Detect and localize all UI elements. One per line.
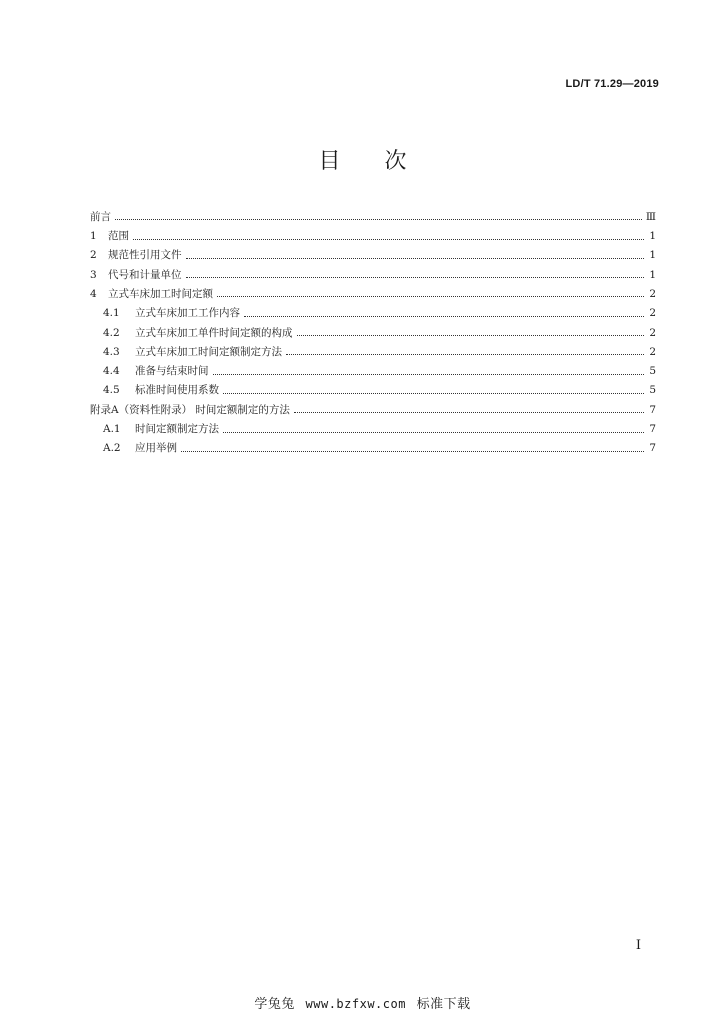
toc-leader-dots	[181, 451, 644, 452]
toc-entry-appendix-a[interactable]	[90, 396, 656, 415]
toc-entry-4-3[interactable]	[90, 338, 656, 357]
toc-entry-time-quota[interactable]	[90, 280, 656, 299]
toc-entry-text: 应用举例	[135, 442, 177, 455]
toc-entry-a-1[interactable]	[90, 415, 656, 434]
toc-leader-dots	[133, 239, 644, 240]
toc-entry-number: 2	[90, 249, 97, 262]
toc-entry-page: 2	[649, 287, 656, 300]
toc-entry-number: 1	[90, 230, 97, 243]
toc-entry-page: 1	[649, 230, 656, 243]
toc-entry-foreword[interactable]	[90, 203, 656, 222]
toc-entry-text: 立式车床加工单件时间定额的构成	[135, 326, 293, 339]
toc-entry-page: 1	[649, 268, 656, 281]
toc-entry-text: 规范性引用文件	[108, 249, 182, 262]
toc-entry-number: 4.2	[103, 326, 120, 339]
toc-leader-dots	[294, 412, 644, 413]
toc-entry-text: 标准时间使用系数	[135, 384, 219, 397]
toc-leader-dots	[213, 374, 645, 375]
toc-entry-text: 立式车床加工时间定额制定方法	[135, 345, 282, 358]
toc-entry-page: 2	[649, 326, 656, 339]
toc-entry-page: 7	[649, 442, 656, 455]
page-number: I	[635, 938, 641, 953]
toc-leader-dots	[186, 258, 645, 259]
footer-watermark	[0, 993, 725, 1012]
toc-entry-text: 准备与结束时间	[135, 365, 209, 378]
toc-entry-page: 7	[649, 423, 656, 436]
toc-entry-page: Ⅲ	[645, 210, 656, 223]
toc-entry-number: 3	[90, 268, 97, 281]
toc-entry-number: 4.3	[103, 345, 120, 358]
toc-entry-scope[interactable]	[90, 222, 656, 241]
toc-entry-page: 2	[649, 307, 656, 320]
toc-entry-4-4[interactable]	[90, 357, 656, 376]
toc-entry-text: 范围	[108, 230, 129, 243]
toc-leader-dots	[186, 277, 645, 278]
toc-entry-page: 5	[649, 365, 656, 378]
toc-leader-dots	[217, 296, 644, 297]
toc-entry-codes-units[interactable]	[90, 261, 656, 280]
toc-entry-text: 附录A（资料性附录） 时间定额制定的方法	[90, 403, 290, 416]
toc-entry-normative-references[interactable]	[90, 242, 656, 261]
toc-leader-dots	[223, 432, 644, 433]
toc-leader-dots	[244, 316, 644, 317]
toc-entry-number: 4.4	[103, 365, 120, 378]
toc-entry-text: 前言	[90, 210, 111, 223]
toc-entry-a-2[interactable]	[90, 435, 656, 454]
toc-entry-text: 代号和计量单位	[108, 268, 182, 281]
toc-entry-number: A.2	[103, 442, 121, 455]
toc-entry-text: 立式车床加工时间定额	[108, 287, 213, 300]
toc-entry-text: 时间定额制定方法	[135, 423, 219, 436]
toc-leader-dots	[115, 219, 642, 220]
footer-site-name: 学兔兔	[254, 997, 295, 1012]
toc-leader-dots	[297, 335, 645, 336]
toc-entry-4-1[interactable]	[90, 299, 656, 318]
toc-entry-page: 7	[649, 403, 656, 416]
toc-leader-dots	[223, 393, 644, 394]
toc-entry-page: 5	[649, 384, 656, 397]
footer-download-text: 标准下载	[416, 997, 471, 1012]
toc-entry-text: 立式车床加工工作内容	[135, 307, 240, 320]
toc-entry-number: A.1	[103, 423, 121, 436]
footer-url-link[interactable]: www.bzfxw.com	[305, 997, 406, 1011]
toc-entry-number: 4.1	[103, 307, 120, 320]
toc-entry-4-2[interactable]	[90, 319, 656, 338]
toc-entry-page: 2	[649, 345, 656, 358]
toc-entry-page: 1	[649, 249, 656, 262]
toc-leader-dots	[286, 354, 644, 355]
standard-code: LD/T 71.29—2019	[565, 78, 659, 90]
toc-entry-number: 4	[90, 287, 97, 300]
table-of-contents	[90, 203, 656, 454]
toc-entry-4-5[interactable]	[90, 377, 656, 396]
page-title: 目次	[318, 149, 451, 174]
toc-entry-number: 4.5	[103, 384, 120, 397]
